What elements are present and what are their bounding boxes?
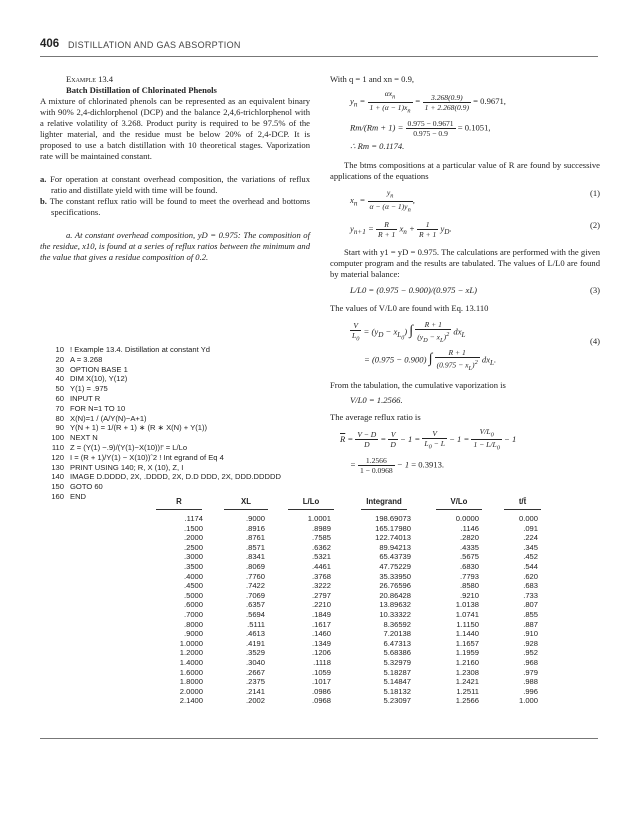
line-code: Z = (Y(1) −.9)/(Y(1)−X(10))!' = L/Lo [70,442,188,452]
line-code: Y(1) = .975 [70,384,108,394]
table-cell: .996 [523,686,538,696]
line-code: INPUT R [70,393,101,403]
line-number: 10 [55,345,64,354]
table-cell: .9210 [459,590,479,600]
v-text: The values of V/L0 are found with Eq. 13.110 [330,303,489,314]
eq-yn-result: = 0.9671, [473,95,506,106]
table-cell: .733 [523,590,538,600]
table-cell: .1206 [311,648,331,658]
line-number: 100 [51,433,64,443]
table-cell: .8000 [183,619,203,629]
table-cell: 1.2421 [455,677,479,687]
table-cell: 1.1657 [455,638,479,648]
eq1-number: (1) [589,188,600,199]
example-block [40,74,310,263]
table-cell: 1.000 [518,696,538,706]
example-item-b [40,196,310,218]
table-cell: 8.36592 [383,619,411,629]
page-number: 406 [40,38,60,50]
program-line [40,365,310,375]
table-cell: .910 [523,629,538,639]
table-cell: .2797 [311,590,331,600]
line-code: FOR N=1 TO 10 [70,403,126,413]
program-line [40,404,310,414]
table-cell: 1.1440 [455,629,479,639]
table-cell: 5.18132 [383,686,411,696]
line-code: Y(N + 1) = 1/(R + 1) ∗ (R ∗ X(N) + Y(1)) [70,423,208,433]
equation-4: $\frac{V}{L_0}$ = $(y_D - x_{L_0})$ ∫ $\frac{R + 1}{(y_D - x_L)^2}$ $dx_L$ = (0.975 − 0.900) ∫ $\frac{R + 1}{(0.975 - x_L)^2}$ $dx_L$. (4) [352,320,600,372]
table-row [143,543,550,553]
table-cell: .5111 [247,619,265,629]
results-table [143,497,550,706]
table-cell: .4461 [311,561,331,571]
line-number: 90 [55,423,64,433]
table-cell: 1.2566 [455,696,479,706]
eq-rm-lhs: Rm/(Rm + 1) = [350,122,404,133]
table-cell: 198.69073 [375,514,411,523]
line-number: 40 [55,374,64,384]
table-cell: .5675 [459,552,479,562]
table-cell: .887 [523,619,538,629]
table-cell: .1174 [184,514,203,523]
table-cell: .0986 [311,686,331,696]
equation-1: $x_n$ = $\frac{y_n}{\alpha - (\alpha - 1)y_n}$ , (1) [350,188,600,214]
table-cell: 1.8000 [179,677,203,687]
program-line [40,394,310,404]
table-cell: .1460 [311,629,331,639]
program-line [40,433,310,443]
table-cell: .5321 [311,552,331,562]
program-line [40,384,310,394]
table-row [143,524,550,534]
table-cell: 5.23097 [383,696,411,706]
eq3-number: (3) [589,285,600,296]
equation-yn: $y_n$ = $\frac{\alpha x_n}{1 + (\alpha - 1)x_n}$ = $\frac{3.268(0.9)}{1 + 2.268(0.9)}$ = 0.9671, [350,89,506,115]
table-cell: 1.2308 [455,667,479,677]
line-number: 160 [51,491,64,501]
table-cell: 6.47313 [383,638,411,648]
table-cell: .2820 [459,533,479,543]
table-row [143,668,550,678]
table-cell: .7000 [183,609,203,619]
table-cell: .224 [523,533,538,543]
column-header-label: XL [241,497,251,506]
table-cell: .8989 [311,523,331,533]
line-number: 120 [51,452,64,462]
table-cell: .8341 [245,552,265,562]
table-row [143,581,550,591]
example-item-a [40,174,310,196]
table-cell: 5.18287 [383,667,411,677]
btms-text: The btms compositions at a particular value of R are found by successive applications of the equations [330,160,600,182]
table-cell: .4000 [183,571,203,581]
table-cell: 89.94213 [379,542,411,552]
example-label: Example 13.4 [66,74,114,84]
table-cell: 7.20138 [383,629,411,639]
table-cell: .4191 [245,638,265,648]
table-cell: .3040 [245,657,265,667]
table-cell: .3500 [183,561,203,571]
item-text: The constant reflux ratio will be found to meet the overhead and bottoms specifications. [49,196,310,217]
table-cell: .1617 [311,619,331,629]
line-number: 80 [55,413,64,423]
line-code: GOTO 60 [70,482,103,492]
table-cell: .345 [523,542,538,552]
table-row [143,687,550,697]
table-row [143,572,550,582]
program-line [40,345,310,355]
header-rule [40,56,598,57]
table-body [143,514,550,706]
table-cell: 26.76596 [379,581,411,591]
start-text: Start with y1 = yD = 0.975. The calculations are performed with the given computer program and the results are tabulated. The values of L/L0 are found by material balance: [330,247,600,280]
table-cell: .1849 [311,609,331,619]
footer-rule [40,738,598,739]
table-cell: 1.1959 [455,648,479,658]
program-line [40,472,310,482]
table-cell: .2000 [183,533,203,543]
item-marker: a. [40,174,47,184]
table-cell: 0.000 [518,514,538,523]
table-cell: .9000 [245,514,265,523]
table-cell: .7422 [245,581,265,591]
header-underline [156,509,202,510]
eq-rm-num: 0.975 − 0.9671 [407,119,454,129]
line-number: 130 [51,462,64,472]
avg-result: = 0.3913. [411,459,445,470]
table-cell: 1.0741 [455,609,479,619]
table-cell: 1.2000 [179,648,203,658]
table-cell: .2500 [183,542,203,552]
example-title: Batch Distillation of Chlorinated Phenols [66,85,217,95]
program-line [40,414,310,424]
table-cell: .452 [523,552,538,562]
line-code: X(N)=1 / (A/Y(N)−A+1) [70,413,147,423]
table-cell: 2.1400 [179,696,203,706]
table-cell: .3768 [311,571,331,581]
table-cell: .1146 [460,523,479,533]
table-cell: .7069 [245,590,265,600]
line-number: 30 [55,364,64,374]
line-code: I = (R + 1)/Y(1) − X(10))ˆ2 ! Int egrand of Eq 4 [70,452,224,462]
table-cell: 5.68386 [383,648,411,658]
program-line [40,463,310,473]
table-cell: .4613 [245,629,265,639]
table-cell: .5694 [245,609,265,619]
equation-rm [330,119,600,138]
table-cell: 122.74013 [375,533,411,543]
equation-avg: $\overline{R}$ = $\frac{V - D}{D}$ = $\frac{V}{D}$ − 1 = $\frac{V}{L_0 - L}$ − 1 = $\frac{V/L_0}{1 - L/L_0}$ − 1 [340,426,517,452]
equation-avg-value: = $\frac{1.2566}{1 - 0.0968}$ − 1 = 0.3913. [350,455,445,475]
table-cell: .928 [523,638,538,648]
header-underline [288,509,334,510]
table-cell: .979 [523,667,538,677]
table-row [143,514,550,524]
table-cell: 65.43739 [379,552,411,562]
line-code: IMAGE D.DDDD, 2X, .DDDD, 2X, D.D DDD, 2X, DDD.DDDDD [70,472,281,482]
table-cell: .855 [523,609,538,619]
table-cell: .544 [523,561,538,571]
table-cell: 1.6000 [179,667,203,677]
table-cell: .8069 [245,561,265,571]
column-header-label: t/t̄ [518,497,527,506]
eq-rm-den: 0.975 − 0.9 [413,129,448,139]
table-cell: .2141 [245,686,265,696]
table-cell: .7585 [311,533,331,543]
table-row [143,648,550,658]
table-cell: .8580 [459,581,479,591]
table-cell: .3000 [183,552,203,562]
table-cell: 0.0000 [455,514,479,523]
line-number: 60 [55,393,64,403]
table-cell: 2.0000 [179,686,203,696]
program-line [40,423,310,433]
table-row [143,696,550,706]
table-cell: .6830 [459,561,479,571]
table-cell: .2002 [245,696,265,706]
table-cell: .1349 [311,638,331,648]
table-cell: 1.4000 [179,657,203,667]
table-cell: 20.86428 [379,590,411,600]
table-cell: .9000 [183,629,203,639]
table-cell: .807 [523,600,538,610]
intro-line: With q = 1 and xn = 0.9, [330,74,415,84]
eq4-number: (4) [589,336,600,347]
eq2-number: (2) [589,220,600,231]
program-line [40,453,310,463]
table-row [143,591,550,601]
line-number: 150 [51,482,64,492]
program-line [40,355,310,365]
table-row [143,600,550,610]
table-row [143,562,550,572]
table-cell: 1.0138 [455,600,479,610]
eq-rm-result: = 0.1051, [457,122,491,133]
table-row [143,658,550,668]
column-header [277,497,345,514]
table-cell: .0968 [311,696,331,706]
table-row [143,677,550,687]
table-cell: 47.75229 [379,561,411,571]
table-cell: .620 [523,571,538,581]
table-row [143,533,550,543]
header-underline [504,509,541,510]
table-header-row [143,497,550,514]
v-result: V/L0 = 1.2566. [350,394,403,405]
avg-text: The average reflux ratio is [330,411,421,422]
table-cell: 1.0000 [179,638,203,648]
column-header-label: V/Lo [450,497,468,506]
header-underline [436,509,482,510]
line-code: NEXT N [70,433,98,443]
part-a-text: a. At constant overhead composition, yD = 0.975: The composition of the residue, x10, is found at a series of reflux ratios between the minimum and the value that gives a residue composition of 0.2. [40,230,310,262]
table-cell: .7793 [459,571,479,581]
equation-rm-final: ∴ Rm = 0.1174. [350,141,405,152]
line-number: 140 [51,472,64,482]
table-cell: .7760 [245,571,265,581]
program-line [40,482,310,492]
table-cell: 13.89632 [379,600,411,610]
table-row [143,639,550,649]
table-cell: .6357 [245,600,265,610]
line-code: DIM X(10), Y(12) [70,374,128,384]
table-row [143,610,550,620]
table-row [143,629,550,639]
line-code: OPTION BASE 1 [70,364,128,374]
table-cell: .091 [523,523,538,533]
table-cell: 1.2511 [456,686,479,696]
table-cell: .1059 [311,667,331,677]
table-cell: .1500 [183,523,203,533]
table-cell: .683 [523,581,538,591]
line-code: END [70,491,87,501]
program-line [40,374,310,384]
line-number: 70 [55,403,64,413]
program-listing [40,345,310,502]
right-column [330,74,600,475]
running-title: DISTILLATION AND GAS ABSORPTION [68,40,241,50]
table-row [143,552,550,562]
table-cell: .1118 [313,657,331,667]
table-cell: 35.33950 [379,571,411,581]
line-code: PRINT USING 140; R, X (10), Z, I [70,462,184,472]
table-cell: .968 [523,657,538,667]
table-cell: .3222 [311,581,331,591]
column-header-label: R [176,497,182,506]
table-cell: 1.0001 [307,514,331,523]
equation-2: $y_{n+1}$ = $\frac{R}{R + 1}$ $x_n$ + $\frac{1}{R + 1}$ $y_D$. (2) [350,220,600,240]
table-cell: .6362 [311,542,331,552]
column-header [495,497,550,514]
column-header [215,497,277,514]
column-header-label: Integrand [366,497,402,506]
line-code: ! Example 13.4. Distillation at constant Yd [70,345,210,354]
table-cell: .4500 [183,581,203,591]
table-cell: .8761 [245,533,265,543]
table-cell: .6000 [183,600,203,610]
cumulative-text: From the tabulation, the cumulative vaporization is [330,379,506,390]
table-row [143,620,550,630]
item-text: For operation at constant overhead composition, the variations of reflux ratio and distillate yield with time will be found. [50,174,311,195]
table-cell: .988 [523,677,538,687]
line-number: 50 [55,384,64,394]
column-header [143,497,215,514]
header-underline [224,509,268,510]
table-cell: .8571 [245,542,265,552]
eq3-text: L/L0 = (0.975 − 0.900)/(0.975 − xL) [350,285,477,296]
table-cell: .5000 [183,590,203,600]
equation-3 [330,285,600,296]
line-number: 110 [51,442,64,452]
table-cell: .2210 [311,600,331,610]
item-marker: b. [40,196,47,206]
table-cell: .4335 [459,542,479,552]
table-cell: .2667 [245,667,265,677]
column-header [423,497,495,514]
table-cell: 1.1150 [456,619,479,629]
table-cell: .2375 [245,677,265,687]
table-cell: .8916 [245,523,265,533]
table-cell: 1.2160 [455,657,479,667]
header-underline [361,509,407,510]
example-statement: A mixture of chlorinated phenols can be represented as an equivalent binary with 90% 2,4-dichlorphenol (DCP) and the balance 2,4,6-trichlorphenol with a relative volatility of 3.268. Product purity is required to be 97.5% of the lighter material, and the residue must be below 20% of 2,4-DCP. It is proposed to use a batch distillation with 10 theoretical stages. Vaporization rate will be maintained constant. [40,96,310,161]
column-header [345,497,423,514]
program-line [40,443,310,453]
table-cell: 5.14847 [383,677,411,687]
line-number: 20 [55,354,64,364]
table-cell: .952 [523,648,538,658]
line-code: A = 3.268 [70,354,103,364]
table-cell: 165.17980 [375,523,411,533]
table-cell: 5.32979 [383,657,411,667]
column-header-label: L/Lo [302,497,320,506]
table-cell: .3529 [245,648,265,658]
table-cell: .1017 [311,677,331,687]
table-cell: 10.33322 [379,609,411,619]
